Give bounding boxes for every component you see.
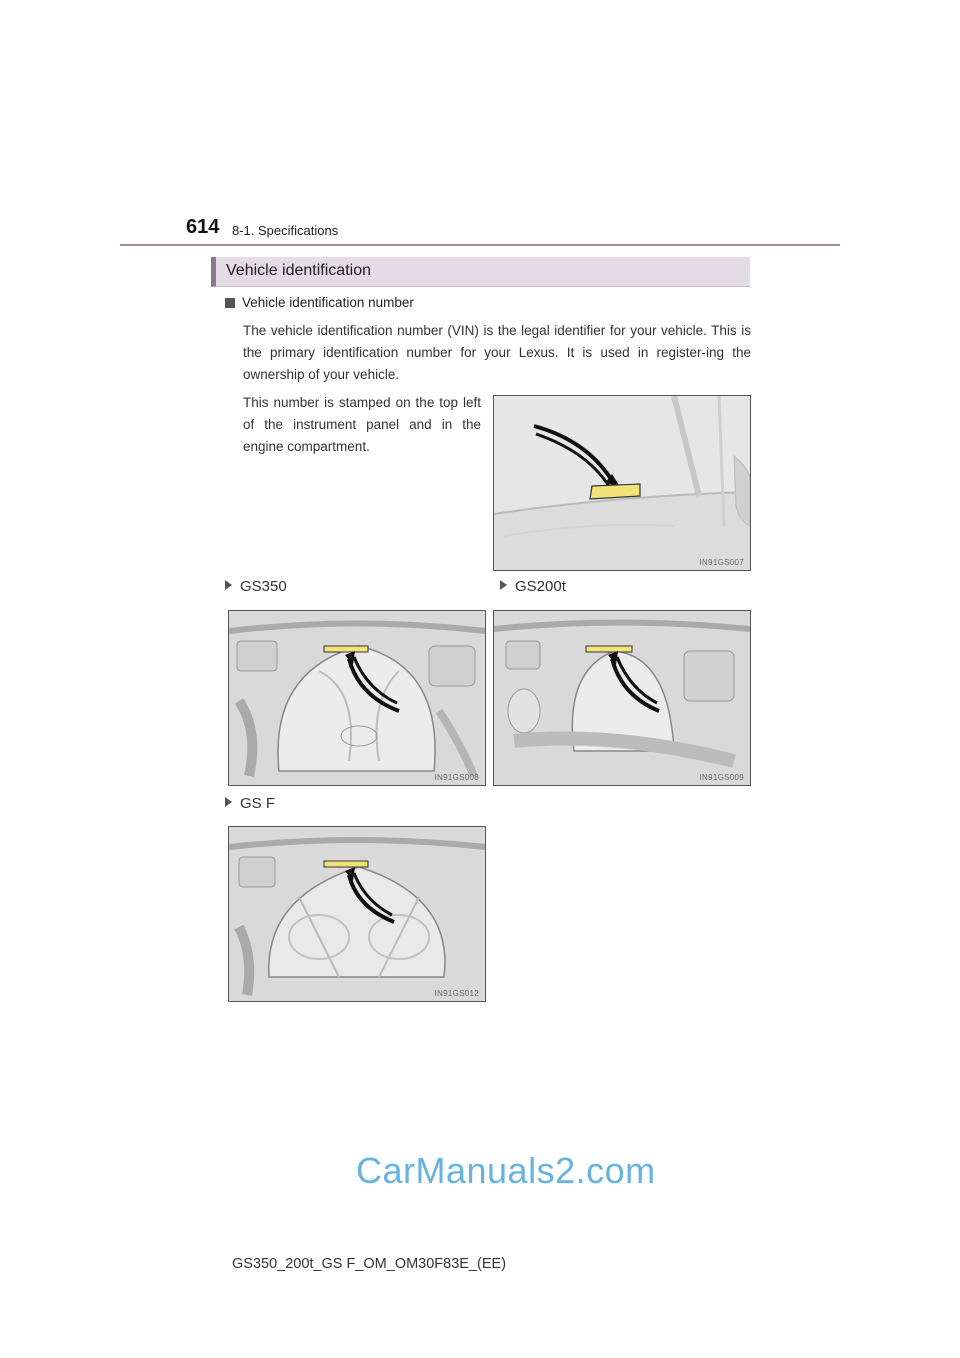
triangle-bullet-icon [225,797,232,807]
triangle-bullet-icon [225,580,232,590]
variant-gs350-label: GS350 [240,578,287,595]
variant-gs200t [500,578,566,595]
heading-text: Vehicle identification [226,262,371,279]
square-bullet-icon [225,298,235,308]
paragraph-location: This number is stamped on the top left of the instrument panel and in the engine compartment. [243,395,481,454]
figure-dashboard [493,395,751,571]
watermark: CarManuals2.com [356,1150,656,1191]
subheading [225,295,414,310]
section-title: 8-1. Specifications [232,223,339,238]
figure-gs350-engine [228,610,486,786]
paragraph-vin: The vehicle identification number (VIN) is the legal identifier for your vehicle. This is the primary identification number for your Lexus. It is used in register-ing the ownership of your vehicle. [243,323,751,382]
figure-code-gs350: IN91GS008 [434,773,479,782]
footer-doc-code: GS350_200t_GS F_OM_OM30F83E_(EE) [232,1256,507,1272]
figure-gs200t-engine [493,610,751,786]
variant-gsf [225,795,275,812]
dashboard-illustration [494,396,750,570]
variant-gs200t-label: GS200t [515,578,566,595]
gsf-engine-illustration [229,827,485,1001]
header-rule [120,244,840,246]
triangle-bullet-icon [500,580,507,590]
heading-bar [211,257,750,287]
page-number: 614 [186,216,220,238]
figure-gsf-engine [228,826,486,1002]
figure-code-gs200t: IN91GS009 [699,773,744,782]
gs200t-engine-illustration [494,611,750,785]
figure-code-gsf: IN91GS012 [434,989,479,998]
figure-code-dash: IN91GS007 [699,558,744,567]
gs350-engine-illustration [229,611,485,785]
variant-gsf-label: GS F [240,795,276,812]
variant-gs350 [225,578,287,595]
subheading-text: Vehicle identification number [242,295,414,310]
